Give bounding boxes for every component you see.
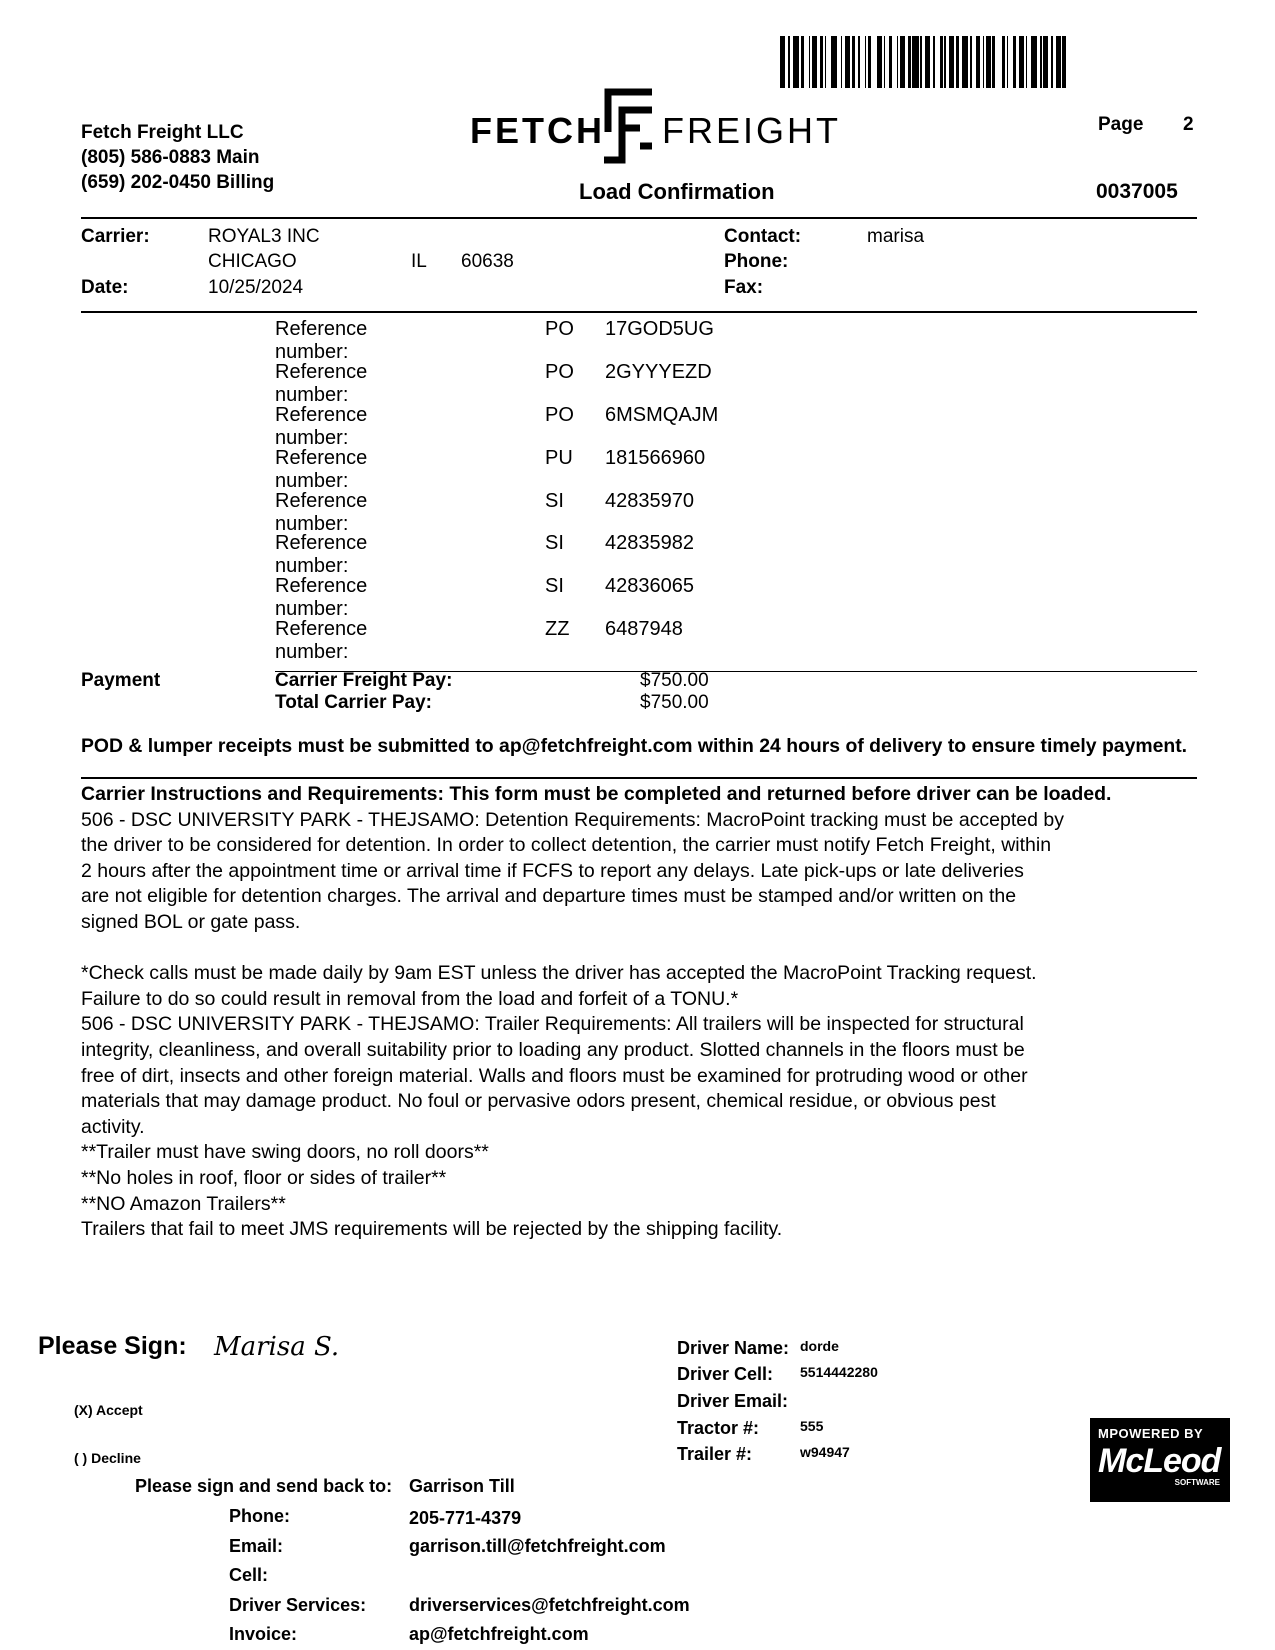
instruction-line: Trailers that fail to meet JMS requirements will be rejected by the shipping facility. [81,1218,783,1241]
reference-type: PO [545,361,574,383]
load-number: 0037005 [1096,180,1178,203]
carrier-zip: 60638 [461,251,514,272]
reference-type: SI [545,575,564,597]
contact-phone-value: 205-771-4379 [409,1508,522,1528]
badge-line-3: SOFTWARE [1174,1478,1220,1487]
contact-phone-label: Phone: [229,1506,290,1526]
driver-name-label: Driver Name: [677,1338,790,1358]
contact-email-value[interactable]: garrison.till@fetchfreight.com [409,1536,666,1556]
page-label: Page [1098,114,1144,135]
instruction-line: **Trailer must have swing doors, no roll doors** [81,1141,489,1164]
instruction-line: 2 hours after the appointment time or arrival time if FCFS to report any delays. Late pick-ups or late deliveries [81,859,1024,882]
barcode-image [780,36,1270,88]
reference-label: Reference number: [275,404,368,449]
contact-email-label: Email: [229,1536,284,1556]
logo-fetch-text: FETCH [470,110,605,151]
instruction-line: signed BOL or gate pass. [81,910,301,933]
invoice-label: Invoice: [229,1624,298,1644]
instruction-line: **No holes in roof, floor or sides of trailer** [81,1166,447,1189]
company-phone-billing: (659) 202-0450 Billing [81,172,275,193]
carrier-state: IL [411,251,427,272]
driver-services-label: Driver Services: [229,1595,367,1615]
reference-type: SI [545,490,564,512]
invoice-value[interactable]: ap@fetchfreight.com [409,1624,589,1644]
instruction-line: materials that may damage product. No foul or pervasive odors present, chemical residue, or obvious pest [81,1090,996,1113]
trailer-label: Trailer #: [677,1444,753,1464]
fax-label: Fax: [724,277,764,298]
driver-services-value[interactable]: driverservices@fetchfreight.com [409,1595,690,1615]
reference-type: PO [545,318,574,340]
total-pay-value: $750.00 [640,692,709,713]
reference-label: Reference number: [275,318,368,363]
contact-cell-label: Cell: [229,1565,269,1585]
instruction-line: are not eligible for detention charges. The arrival and departure times must be stamped and/or written on the [81,885,1017,908]
page-number: 2 [1183,114,1194,135]
company-phone-main: (805) 586-0883 Main [81,147,260,168]
instruction-line [81,936,1211,962]
reference-type: ZZ [545,618,570,640]
driver-cell-value: 5514442280 [800,1364,878,1380]
divider [81,217,1197,219]
total-pay-label: Total Carrier Pay: [275,692,432,713]
reference-label: Reference number: [275,532,368,577]
reference-label: Reference number: [275,618,368,663]
pod-notice: POD & lumper receipts must be submitted to ap@fetchfreight.com within 24 hours of delivery to ensure timely payment. [81,735,1188,757]
instructions-heading: Carrier Instructions and Requirements: This form must be completed and returned before driver can be loaded. [81,783,1112,805]
reference-number: 42836065 [605,575,694,597]
instruction-line: 506 - DSC UNIVERSITY PARK - THEJSAMO: Detention Requirements: MacroPoint tracking must be accepted by [81,808,1064,831]
reference-number: 6487948 [605,618,683,640]
reference-type: SI [545,532,564,554]
carrier-instructions [81,782,1211,1243]
trailer-value: w94947 [800,1444,850,1460]
please-sign-label: Please Sign: [38,1332,187,1360]
logo-freight-text: FREIGHT [662,110,841,151]
badge-line-2: McLeod [1098,1442,1221,1480]
contact-label: Contact: [724,226,802,247]
instruction-line: *Check calls must be made daily by 9am EST unless the driver has accepted the MacroPoint Tracking request. [81,962,1037,985]
carrier-city: CHICAGO [208,251,297,272]
contact-value: marisa [867,226,925,247]
divider [81,311,1197,313]
instruction-line: the driver to be considered for detention. In order to collect detention, the carrier must notify Fetch Freight, within [81,834,1052,857]
reference-number: 42835970 [605,490,694,512]
mcleod-badge [1090,1418,1230,1502]
reference-label: Reference number: [275,361,368,406]
badge-line-1: MPOWERED BY [1098,1426,1204,1441]
reference-number: 181566960 [605,447,706,469]
driver-cell-label: Driver Cell: [677,1364,774,1384]
date-value: 10/25/2024 [208,277,304,298]
doc-title: Load Confirmation [579,179,775,204]
carrier-name: ROYAL3 INC [208,226,320,247]
payment-label: Payment [81,670,161,691]
signature-field[interactable]: Marisa S. [214,1332,340,1362]
company-name: Fetch Freight LLC [81,122,244,143]
driver-name-value: dorde [800,1338,839,1354]
carrier-label: Carrier: [81,226,150,247]
reference-label: Reference number: [275,575,368,620]
decline-option[interactable]: ( ) Decline [74,1450,141,1466]
instruction-line: activity. [81,1115,145,1138]
reference-number: 6MSMQAJM [605,404,719,426]
tractor-label: Tractor #: [677,1418,760,1438]
reference-type: PU [545,447,573,469]
divider [81,777,1197,779]
reference-number: 17GOD5UG [605,318,714,340]
reference-number: 2GYYYEZD [605,361,712,383]
accept-option[interactable]: (X) Accept [74,1402,143,1418]
fetch-freight-logo-icon [600,88,656,164]
tractor-value: 555 [800,1418,824,1434]
instruction-line: 506 - DSC UNIVERSITY PARK - THEJSAMO: Trailer Requirements: All trailers will be inspected for structural [81,1013,1024,1036]
reference-label: Reference number: [275,490,368,535]
phone-label: Phone: [724,251,789,272]
send-back-name: Garrison Till [409,1476,515,1496]
instruction-line: Failure to do so could result in removal from the load and forfeit of a TONU.* [81,987,739,1010]
driver-email-label: Driver Email: [677,1391,789,1411]
instruction-line: integrity, cleanliness, and overall suitability prior to loading any product. Slotted channels in the floors must be [81,1038,1025,1061]
date-label: Date: [81,277,129,298]
send-back-label: Please sign and send back to: [135,1476,393,1496]
instruction-line: free of dirt, insects and other foreign material. Walls and floors must be examined for protruding wood or other [81,1064,1028,1087]
reference-type: PO [545,404,574,426]
freight-pay-value: $750.00 [640,670,709,691]
reference-number: 42835982 [605,532,694,554]
instruction-line: **NO Amazon Trailers** [81,1192,286,1215]
reference-label: Reference number: [275,447,368,492]
freight-pay-label: Carrier Freight Pay: [275,670,453,691]
